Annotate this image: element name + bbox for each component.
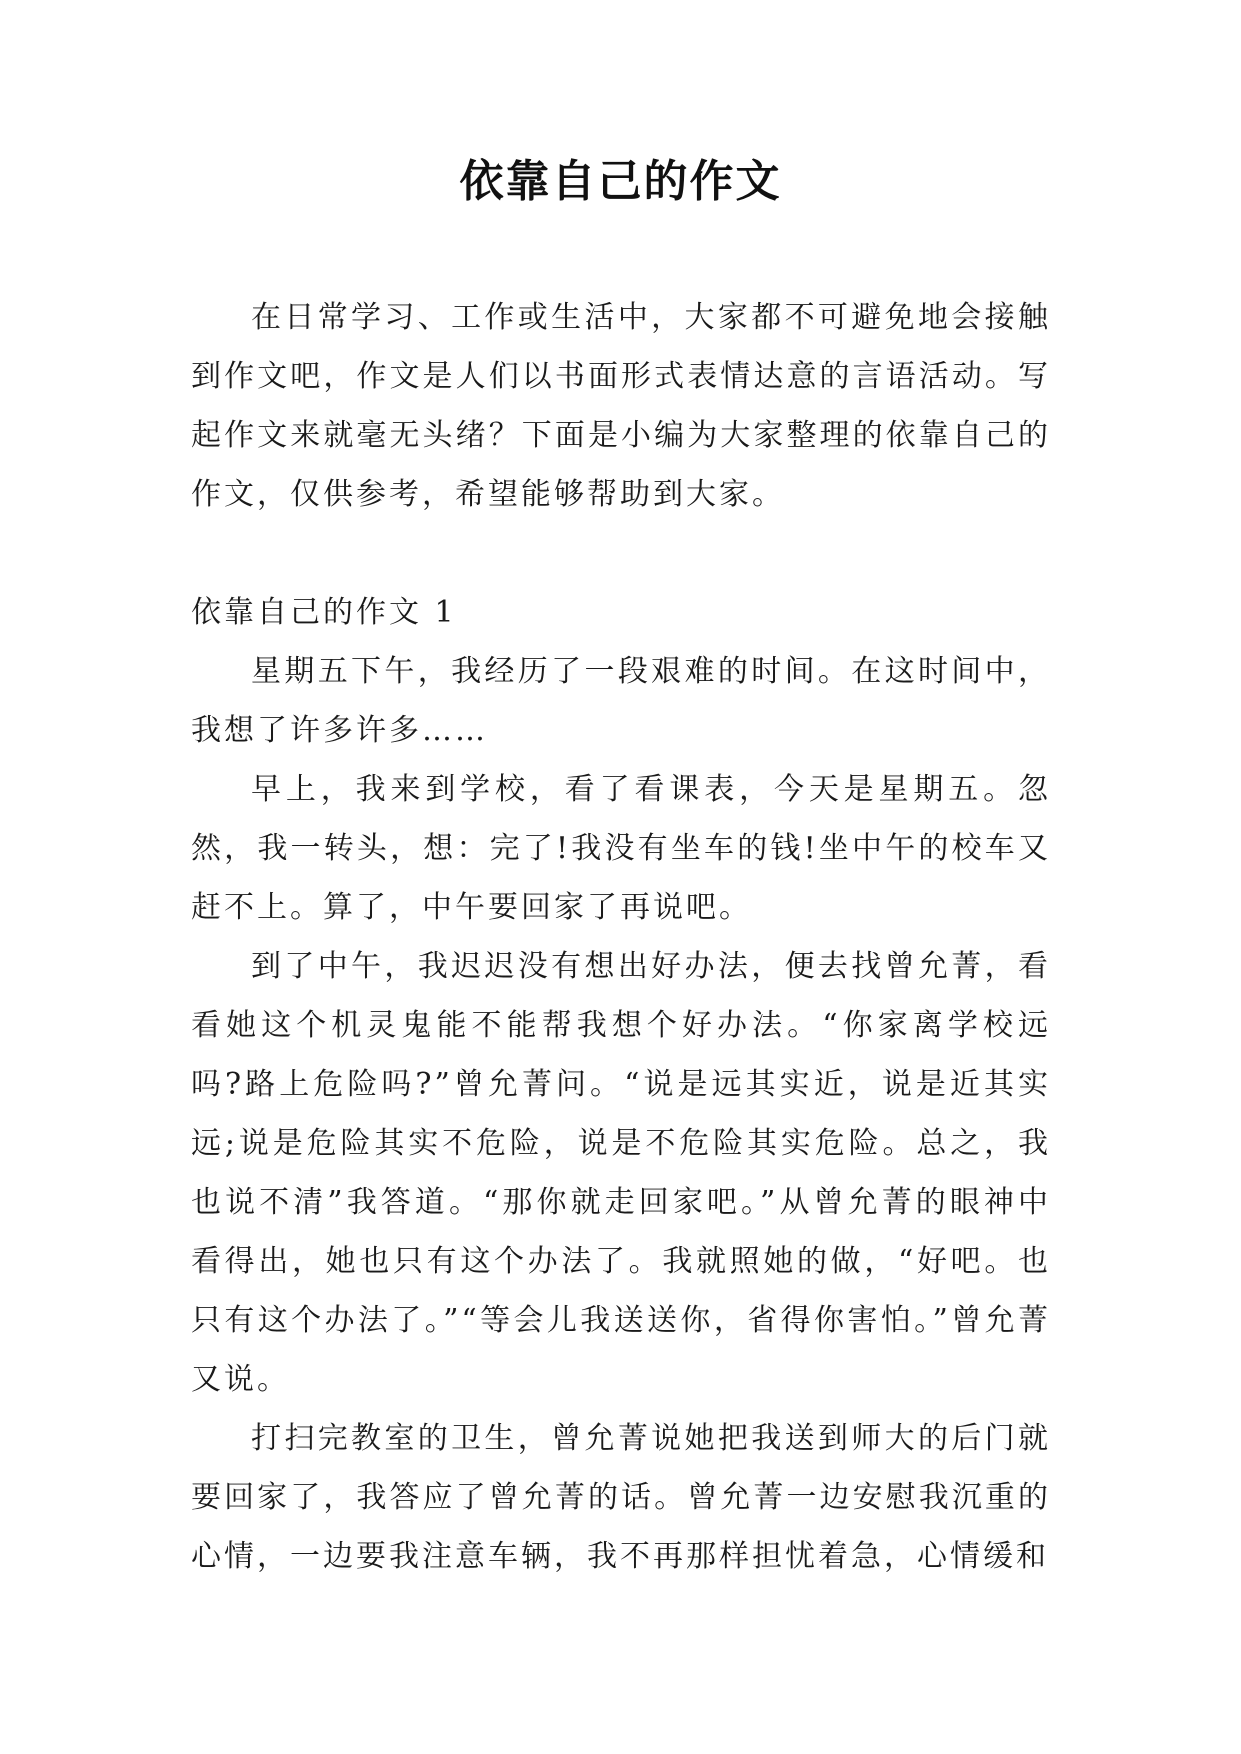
- body-paragraph-2: 早上，我来到学校，看了看课表，今天是星期五。忽然，我一转头，想：完了!我没有坐车的钱!坐中午的校车又赶不上。算了，中午要回家了再说吧。: [191, 772, 1051, 925]
- body-paragraph-4: 打扫完教室的卫生，曾允菁说她把我送到师大的后门就要回家了，我答应了曾允菁的话。曾允菁一边安慰我沉重的心情，一边要我注意车辆，我不再那样担忧着急，心情缓和: [191, 1421, 1051, 1574]
- document-title: 依靠自己的作文: [459, 156, 782, 207]
- intro-paragraph: 在日常学习、工作或生活中，大家都不可避免地会接触到作文吧，作文是人们以书面形式表情达意的言语活动。写起作文来就毫无头绪？下面是小编为大家整理的依靠自己的作文，仅供参考，希望能够帮助到大家。: [191, 300, 1051, 512]
- body-paragraph-1: 星期五下午，我经历了一段艰难的时间。在这时间中，我想了许多许多……: [191, 654, 1051, 748]
- section-heading: 依靠自己的作文 1: [191, 595, 457, 630]
- document-body: [191, 288, 1051, 1586]
- body-paragraph-3: 到了中午，我迟迟没有想出好办法，便去找曾允菁，看看她这个机灵鬼能不能帮我想个好办法。“你家离学校远吗?路上危险吗?”曾允菁问。“说是远其实近，说是近其实远;说是危险其实不危险，说是不危险其实危险。总之，我也说不清”我答道。“那你就走回家吧。”从曾允菁的眼神中看得出，她也只有这个办法了。我就照她的做，“好吧。也只有这个办法了。”“等会儿我送送你，省得你害怕。”曾允菁又说。: [191, 949, 1051, 1397]
